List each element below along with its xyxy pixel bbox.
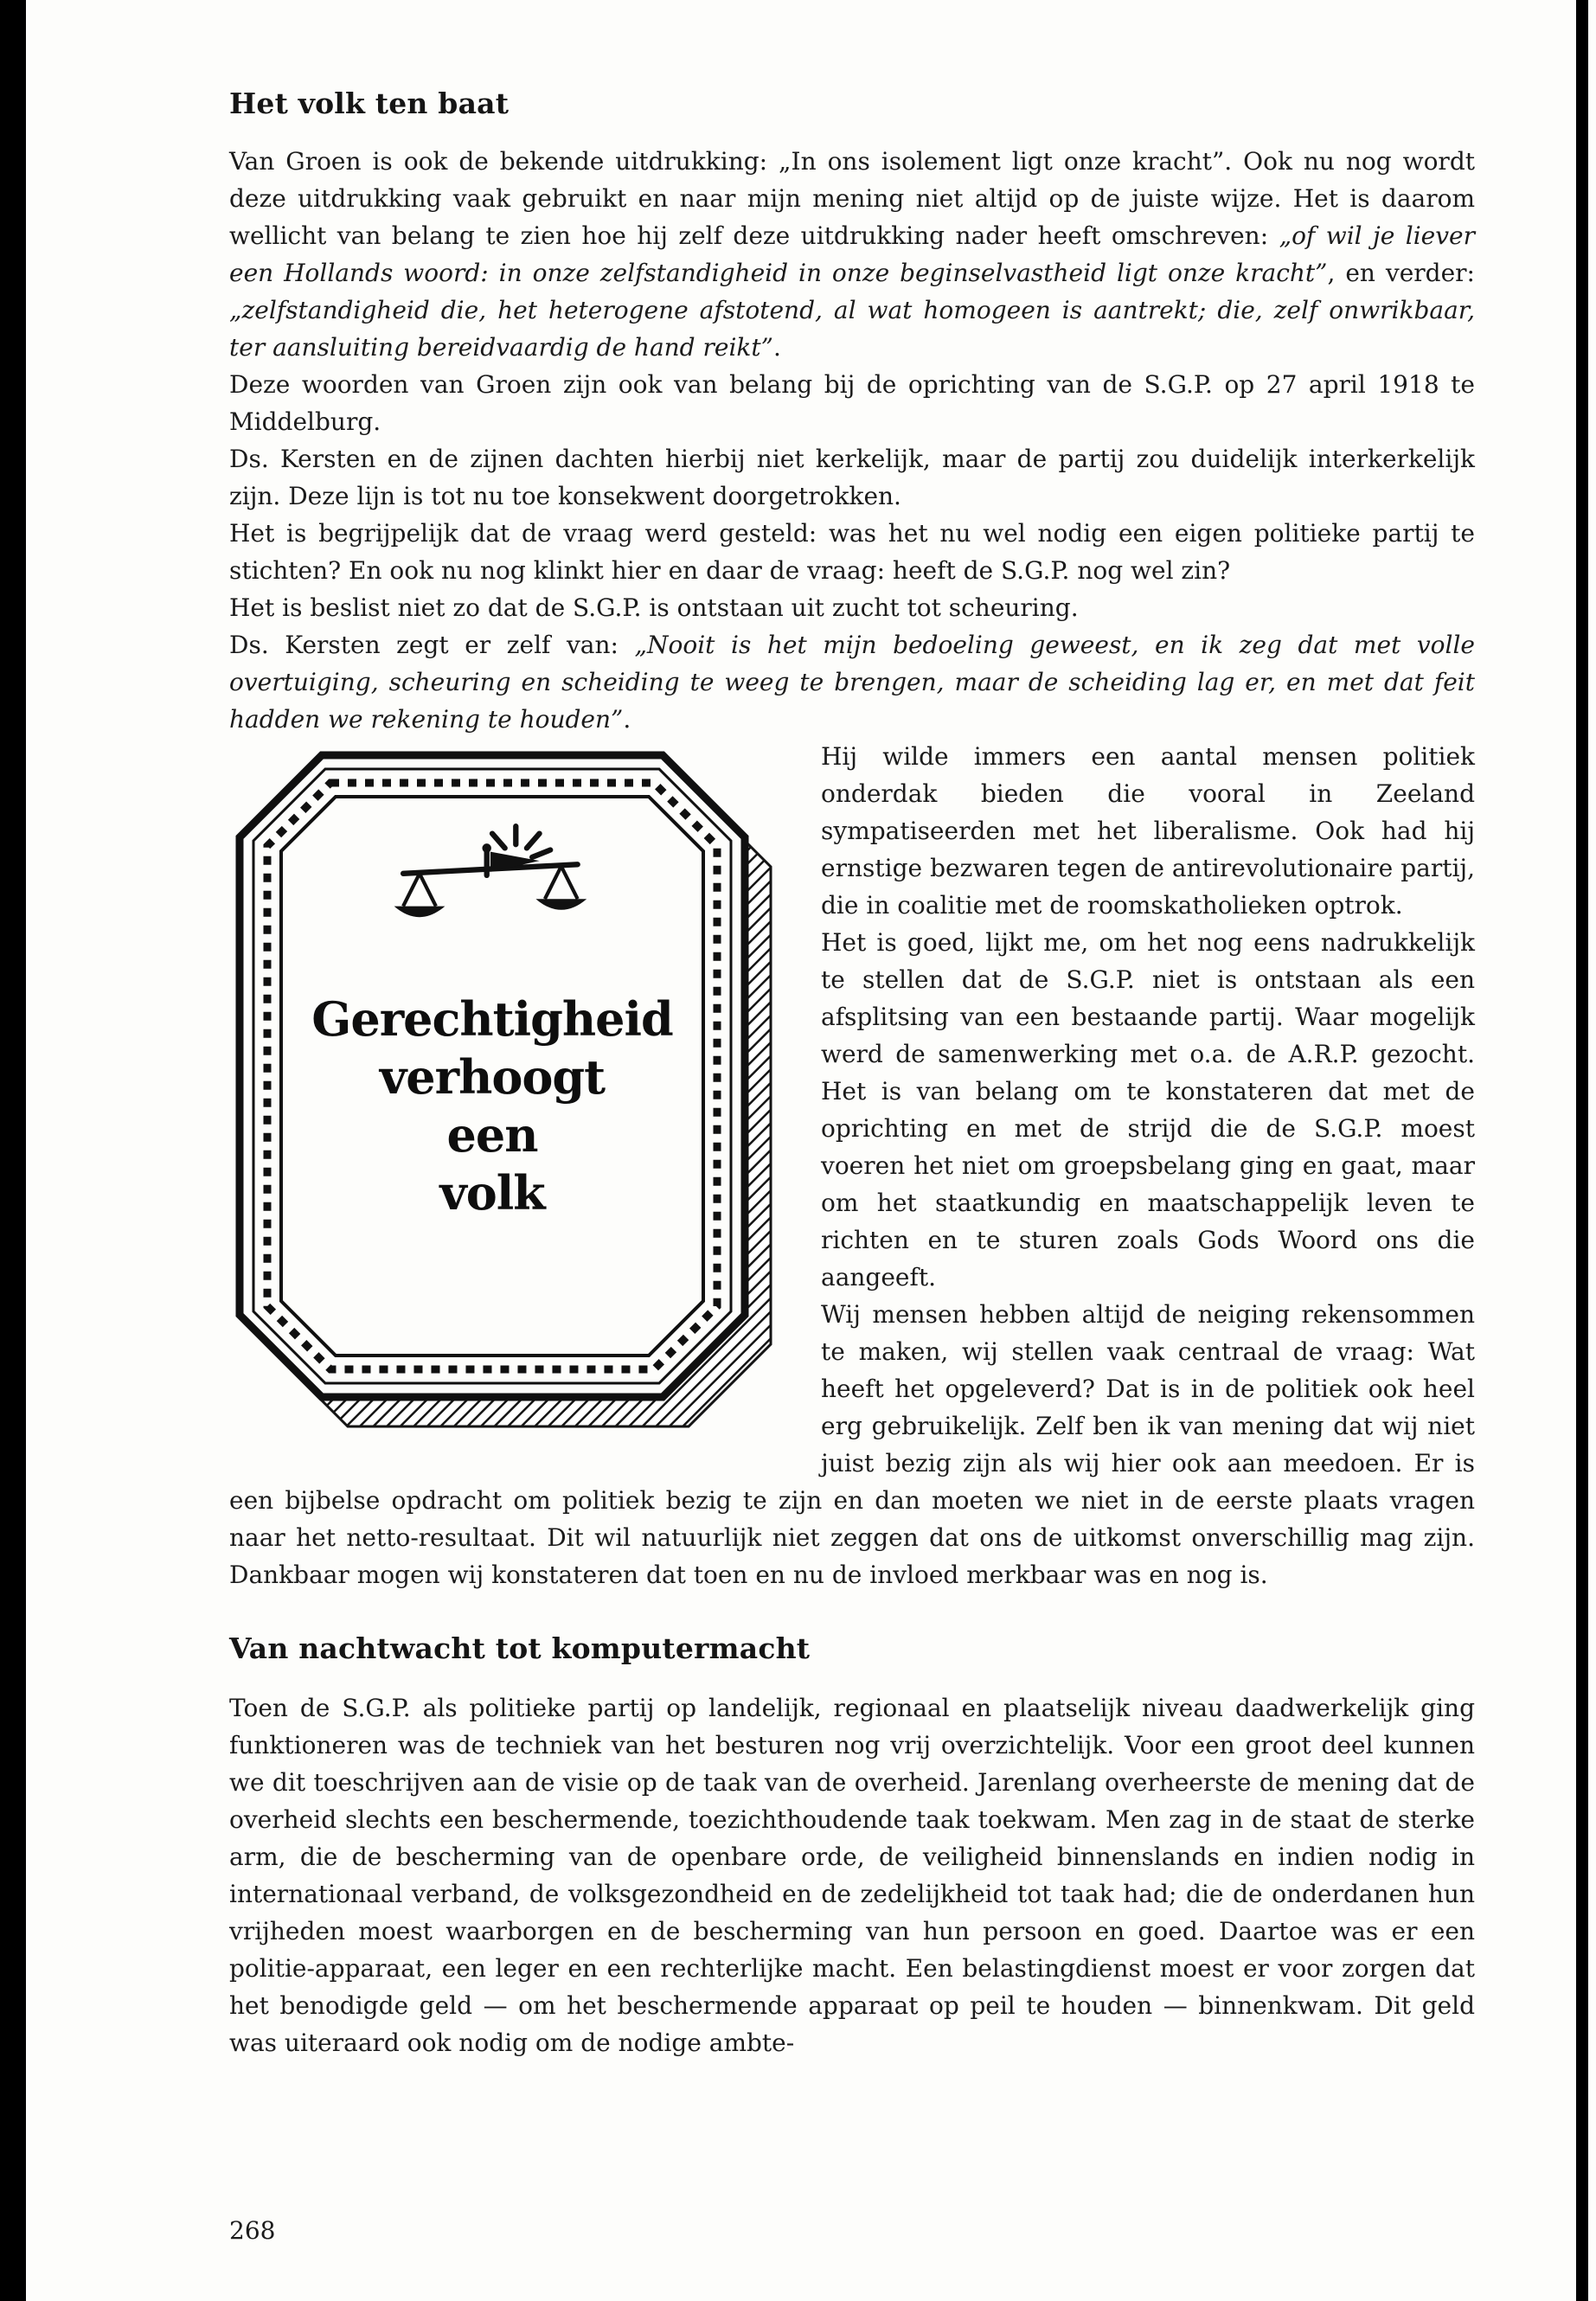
section-heading-het-volk-ten-baat: Het volk ten baat [229,87,510,120]
scan-edge-bar-right [1576,0,1588,2301]
paragraph-vraag-eigen-partij: Het is begrijpelijk dat de vraag werd gesteld: was het nu wel nodig een eigen politieke partij te stichten? En ook nu nog klinkt hier en daar de vraag: heeft de S.G.P. nog wel zin? [229,519,1475,585]
section-heading-nachtwacht-komputermacht: Van nachtwacht tot komputermacht [229,1631,811,1665]
italic-quote: „zelfstandigheid die, het heterogene afstotend, al wat homogeen is aantrekt; die, zelf onwrikbaar, ter aansluiting bereidvaardig de hand reikt” [229,296,1475,362]
page-content [229,87,1475,2061]
italic-quote: „Nooit is het mijn bedoeling geweest, en ik zeg dat met volle overtuiging, scheuring en scheiding te weeg te brengen, maar de scheiding lag er, en met dat feit hadden we rekening te houden” [229,631,1475,734]
paragraph-rekensommen: Wij mensen hebben altijd de neiging rekensommen te maken, wij stellen vaak centraal de vraag: Wat heeft het opgeleverd? Dat is in de politiek ook heel erg gebruikelijk. Zelf ben ik van mening dat wij niet juist bezig zijn als wij hier ook aan meedoen. Er is een bijbelse opdracht om politiek bezig te zijn en dan moeten we niet in de eerste plaats vragen naar het netto-resultaat. Dit wil natuurlijk niet zeggen dat ons de uitkomst onverschillig mag zijn. Dankbaar mogen wij konstateren dat toen en nu de invloed merkbaar was en nog is. [229,1300,1475,1589]
text-run: . [623,705,631,734]
scan-edge-bar-left [0,0,26,2301]
paragraph-politiek-onderdak: Hij wilde immers een aantal mensen politiek onderdak bieden die vooral in Zeeland sympatiseerden met het liberalisme. Ook had hij ernstige bezwaren tegen de antirevolutionaire partij, die in coalitie met de roomskatholieken optrok. [821,742,1475,920]
emblem-word-gerechtigheid: Gerechtigheid [311,991,673,1047]
emblem-word-een: een [446,1106,538,1163]
paragraph-groen-uitdrukking [229,143,1475,366]
scales-of-justice-icon [383,823,601,968]
text-run: Ds. Kersten zegt er zelf van: [229,631,635,659]
paragraph-kersten-citaat [229,626,1475,738]
paragraph-interkerkelijk: Ds. Kersten en de zijnen dachten hierbij niet kerkelijk, maar de partij zou duidelijk interkerkelijk zijn. Deze lijn is tot nu toe konsekwent doorgetrokken. [229,445,1475,510]
text-run: . [772,333,781,362]
paragraph-geen-afsplitsing: Het is goed, lijkt me, om het nog eens nadrukkelijk te stellen dat de S.G.P. niet is ontstaan als een afsplitsing van een bestaande partij. Waar mogelijk werd de samenwerking met o.a. de A.R.P. gezocht. Het is van belang om te konstateren dat met de oprichting en met de strijd die de S.G.P. moest voeren het niet om groepsbelang ging en gaat, maar om het staatkundig en maatschappelijk leven te richten en te sturen zoals Gods Woord ons die aangeeft. [821,928,1475,1292]
text-run: , en verder: [1327,259,1475,287]
paragraph-geen-scheuring: Het is beslist niet zo dat de S.G.P. is ontstaan uit zucht tot scheuring. [229,593,1079,622]
paragraph-oprichting-sgp: Deze woorden van Groen zijn ook van belang bij de oprichting van de S.G.P. op 27 april 1918 te Middelburg. [229,370,1475,436]
emblem-content [290,814,695,1345]
emblem-gerechtigheid-verhoogt-een-volk [229,747,783,1439]
emblem-word-verhoogt: verhoogt [379,1048,606,1105]
italic-quote: „of wil je liever een Hollands woord: in onze zelfstandigheid in onze beginselvastheid ligt onze kracht” [229,221,1475,287]
paragraph-taak-overheid: Toen de S.G.P. als politieke partij op landelijk, regionaal en plaatselijk niveau daadwerkelijk ging funktioneren was de techniek van het besturen nog vrij overzichtelijk. Voor een groot deel kunnen we dit toeschrijven aan de visie op de taak van de overheid. Jarenlang overheerste de mening dat de overheid slechts een beschermende, toezichthoudende taak toekwam. Men zag in de staat de sterke arm, die de bescherming van de openbare orde, de veiligheid binnenslands en indien nodig in internationaal verband, de volksgezondheid en de zedelijkheid tot taak had; die de onderdanen hun vrijheden moest waarborgen en de bescherming van hun persoon en goed. Daartoe was er een politie-apparaat, een leger en een rechterlijke macht. Een belastingdienst moest er voor zorgen dat het benodigde geld — om het beschermende apparaat op peil te houden — binnenkwam. Dit geld was uiteraard ook nodig om de nodige ambte- [229,1694,1475,2057]
text-run: Van Groen is ook de bekende uitdrukking: „In ons isolement ligt onze kracht”. Ook nu nog wordt deze uitdrukking vaak gebruikt en naar mijn mening niet altijd op de juiste wijze. Het is daarom wellicht van belang te zien hoe hij zelf deze uitdrukking nader heeft omschreven: [229,147,1475,250]
page-number: 268 [229,2216,276,2245]
emblem-word-volk: volk [439,1164,545,1221]
